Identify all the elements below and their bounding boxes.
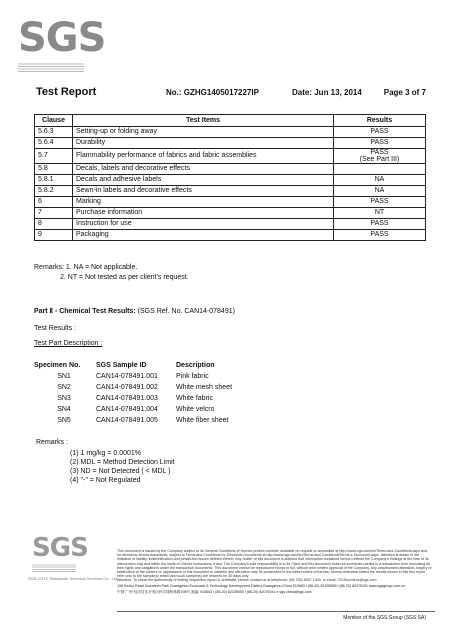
table-row (35, 138, 426, 149)
clause-cell: 9 (35, 230, 73, 241)
sample-id: CAN14-078491.003 (96, 395, 158, 402)
header-test-items: Test Items (73, 115, 334, 127)
table-row (35, 175, 426, 186)
item-cell: Decals, labels and decorative effects (73, 164, 334, 175)
list-item: (1) 1 mg/kg = 0.0001% (70, 450, 142, 457)
table-row (35, 219, 426, 230)
item-cell: Durability (73, 138, 334, 149)
sample-id: CAN14-078491.001 (96, 373, 158, 380)
remarks-label: Remarks : (36, 439, 68, 446)
report-date: Date: Jun 13, 2014 (292, 88, 362, 97)
table-row (35, 149, 426, 164)
result-cell: PASS (334, 197, 426, 208)
part-title: Part Ⅱ - Chemical Test Results: (34, 308, 136, 315)
footer-logo-text: SGS (32, 533, 88, 563)
specimen-no: SN2 (57, 384, 71, 391)
test-part-description-label: Test Part Description : (34, 340, 103, 347)
item-cell: Purchase information (73, 208, 334, 219)
specimen-no: SN4 (57, 406, 71, 413)
disclaimer-text: This document is issued by the Company subject to its General Conditions of Service printed overleaf, available on request or accessible at http://www.sgs.com/en/Terms-and-Conditions.aspx and, for electronic format documents, subject to Terms and Conditions for Electronic Documents at http://www.sgs.com/en/Terms-and-Conditions/Terms-e-Document.aspx. Attention is drawn to the limitation of liability, indemnification and jurisdiction issues defined therein. Any holder of this document is advised that information contained hereon reflects the Company's findings at the time of its intervention only and within the limits of Client's instructions, if any. The Company's sole responsibility is to its Client and this document does not exonerate parties to a transaction from exercising all their rights and obligations under the transaction documents. This document cannot be reproduced except in full, without prior written approval of the Company. Any unauthorized alteration, forgery or falsification of the content or appearance of this document is unlawful and offenders may be prosecuted to the fullest extent of the law. Unless otherwise stated the results shown in this test report refer only to the sample(s) tested and such sample(s) are retained for 30 days only. (117, 549, 432, 579)
footer-disclaimer (117, 549, 433, 594)
specimen-no-header: Specimen No. (34, 362, 81, 369)
sample-description: Pink fabric (176, 373, 209, 380)
description-header: Description (176, 362, 215, 369)
test-results-label: Test Results : (34, 325, 77, 332)
result-cell: PASS (334, 127, 426, 138)
sgs-logo (18, 14, 106, 74)
table-row (35, 197, 426, 208)
clause-cell: 5.8 (35, 164, 73, 175)
clause-cell: 5.8.1 (35, 175, 73, 186)
footer-logo-subtitle: SGS-CSTC Standards Technical Services Co., Ltd. (28, 576, 119, 581)
item-cell: Packaging (73, 230, 334, 241)
sgs-logo-stripes (18, 62, 84, 72)
result-cell: PASS (334, 230, 426, 241)
table-header-row (35, 115, 426, 127)
clause-cell: 5.6.4 (35, 138, 73, 149)
list-item (34, 404, 274, 415)
chemical-remarks (36, 439, 175, 484)
part-heading (34, 307, 235, 315)
list-item (34, 371, 274, 382)
report-number: No.: GZHG1405017227IP (166, 88, 259, 97)
attention-text: Attention: To check the authenticity of testing /inspection report & certificate, please contact us at telephone: (86-755) 8307 1443, or email: CN.Doccheck@sgs.com (117, 578, 377, 583)
item-cell: Instruction for use (73, 219, 334, 230)
test-items-table (34, 114, 426, 241)
result-cell (334, 149, 426, 164)
specimen-no: SN5 (57, 417, 71, 424)
header-clause: Clause (35, 115, 73, 127)
specimen-header-row (34, 360, 274, 371)
table-row (35, 230, 426, 241)
sample-id-header: SGS Sample ID (96, 362, 147, 369)
page-number: Page 3 of 7 (383, 88, 426, 97)
sample-id: CAN14-078491.002 (96, 384, 158, 391)
table-row (35, 186, 426, 197)
list-item (34, 415, 274, 426)
footer-divider (117, 611, 435, 612)
result-cell: NA (334, 175, 426, 186)
sample-description: White fabric (176, 395, 213, 402)
list-item: (2) MDL = Method Detection Limit (70, 459, 175, 466)
item-cell: Setting-up or folding away (73, 127, 334, 138)
item-cell: Decals and adhesive labels (73, 175, 334, 186)
report-title: Test Report (36, 86, 97, 98)
specimen-list (34, 360, 274, 426)
list-item (34, 393, 274, 404)
clause-cell: 5.6.3 (35, 127, 73, 138)
sample-description: White fiber sheet (176, 417, 229, 424)
member-text: Member of the SGS Group (SGS SA) (343, 615, 426, 621)
item-cell: Marking (73, 197, 334, 208)
list-item: (4) "-" = Not Regulated (70, 477, 141, 484)
address-chinese: 中国·广州·经济技术开发区科学城科珠路198号 邮编: 510663 t (86-20) 82155555 f (86-20) 82075191 e sgs.china@sgs.com (117, 589, 312, 594)
remarks-list (70, 449, 270, 485)
sample-id: CAN14-078491.004 (96, 406, 158, 413)
result-cell: NT (334, 208, 426, 219)
list-item (34, 382, 274, 393)
specimen-no: SN3 (57, 395, 71, 402)
sample-description: White mesh sheet (176, 384, 233, 391)
table-row (35, 208, 426, 219)
result-cell: NA (334, 186, 426, 197)
clause-cell: 5.7 (35, 149, 73, 164)
part-ref: (SGS Ref. No. CAN14-078491) (135, 308, 235, 315)
clause-cell: 7 (35, 208, 73, 219)
result-cell: PASS (334, 138, 426, 149)
clause-cell: 6 (35, 197, 73, 208)
remark-line-1: Remarks: 1. NA = Not applicable. (34, 264, 138, 271)
header-results: Results (334, 115, 426, 127)
item-cell: Sewn-in labels and decorative effects (73, 186, 334, 197)
result-cell: PASS (334, 219, 426, 230)
specimen-no: SN1 (57, 373, 71, 380)
remark-line-2: 2. NT = Not tested as per client's request. (60, 274, 189, 281)
address-english: 198 Kezhu Road,Scientech Park Guangzhou Economic & Technology Development District,Guangzhou,China 510663 t (86-20) 82155555 f (86-20) 82075191 www.sgsgroup.com.cn (117, 584, 406, 589)
sample-id: CAN14-078491.005 (96, 417, 158, 424)
footer-sgs-logo (26, 532, 119, 607)
item-cell: Flammability performance of fabrics and fabric assemblies (73, 149, 334, 164)
result-line-2: (See Part III) (359, 156, 400, 163)
clause-cell: 8 (35, 219, 73, 230)
sample-description: White velcro (176, 406, 215, 413)
report-header (36, 86, 426, 100)
table-remarks (34, 263, 189, 283)
table-row (35, 164, 426, 175)
clause-cell: 5.8.2 (35, 186, 73, 197)
table-row (35, 127, 426, 138)
list-item: (3) ND = Not Detected ( < MDL ) (70, 468, 171, 475)
result-line-1: PASS (370, 149, 389, 156)
result-cell (334, 164, 426, 175)
sgs-logo-text: SGS (18, 15, 106, 61)
footer-logo-stripes (32, 564, 76, 572)
